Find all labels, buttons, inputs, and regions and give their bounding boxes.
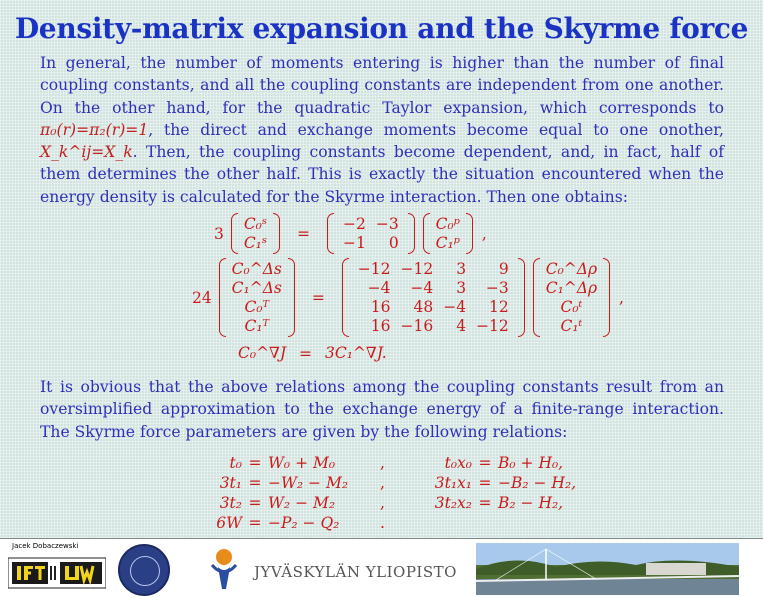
skyrme-cell: = bbox=[478, 494, 492, 512]
campus-photo bbox=[476, 543, 739, 595]
inline-math-pi: π₀(r)=π₂(r)=1 bbox=[40, 120, 149, 139]
matrix-entry: −12 bbox=[476, 317, 509, 335]
eq2-rhs-vector bbox=[533, 258, 610, 337]
vector-entry: C₀ᵗ bbox=[560, 298, 583, 316]
eq1-matrix bbox=[327, 213, 415, 254]
skyrme-cell: W₀ + M₀ bbox=[268, 454, 336, 472]
author-name: Jacek Dobaczewski bbox=[12, 542, 79, 550]
footer bbox=[0, 539, 763, 597]
matrix-entry: 12 bbox=[489, 298, 509, 316]
matrix-entry: −3 bbox=[485, 279, 509, 297]
slide-title: Density-matrix expansion and the Skyrme force bbox=[14, 12, 749, 45]
eq3-rhs: 3C₁^∇J. bbox=[324, 344, 387, 362]
vector-entry: C₀^Δs bbox=[231, 260, 282, 278]
eq1-comma: , bbox=[481, 224, 487, 243]
eq2-lhs-vector bbox=[219, 258, 295, 337]
matrix-entry: −4 bbox=[367, 279, 391, 297]
matrix-entry: −3 bbox=[375, 215, 399, 233]
matrix-entry: 0 bbox=[388, 234, 399, 252]
vector-entry: C₁ᵀ bbox=[244, 317, 270, 335]
equation-spin-orbit bbox=[238, 344, 387, 363]
matrix-entry: 16 bbox=[370, 298, 391, 316]
matrix-entry: −12 bbox=[400, 260, 434, 278]
skyrme-cell: 3t₂ bbox=[219, 494, 242, 512]
skyrme-cell: = bbox=[478, 454, 492, 472]
skyrme-cell: . bbox=[380, 514, 385, 532]
skyrme-cell: = bbox=[248, 474, 262, 492]
vector-entry: C₁ᵖ bbox=[435, 234, 460, 252]
torch-icon bbox=[204, 545, 244, 593]
skyrme-cell: = bbox=[248, 454, 262, 472]
skyrme-cell: 3t₂x₂ bbox=[434, 494, 472, 512]
vector-entry: C₀ᵀ bbox=[244, 298, 270, 316]
eq1-coefficient: 3 bbox=[214, 224, 224, 243]
inline-math-x: X_k^ij=X_k bbox=[40, 143, 133, 162]
eq2-matrix bbox=[342, 258, 525, 337]
eq2-comma: , bbox=[619, 288, 624, 307]
skyrme-cell: 6W bbox=[216, 514, 242, 532]
skyrme-cell: −B₂ − H₂, bbox=[498, 474, 577, 492]
matrix-entry: 16 bbox=[370, 317, 391, 335]
matrix-entry: 4 bbox=[456, 317, 467, 335]
matrix-entry: −4 bbox=[443, 298, 467, 316]
skyrme-cell: W₂ − M₂ bbox=[268, 494, 336, 512]
vector-entry: C₀ᵖ bbox=[435, 215, 460, 233]
vector-entry: C₁ᵗ bbox=[560, 317, 583, 335]
university-name: JYVÄSKYLÄN YLIOPISTO bbox=[254, 563, 457, 581]
equation-gradient bbox=[192, 258, 624, 337]
skyrme-cell bbox=[498, 514, 598, 534]
eq1-rhs-vector bbox=[423, 213, 473, 254]
equals-sign: = bbox=[311, 288, 325, 307]
matrix-entry: −12 bbox=[357, 260, 391, 278]
eq2-coefficient: 24 bbox=[192, 288, 212, 307]
skyrme-cell: , bbox=[380, 474, 385, 492]
skyrme-relation-row bbox=[198, 514, 598, 534]
matrix-entry: −16 bbox=[400, 317, 434, 335]
skyrme-cell: = bbox=[248, 494, 262, 512]
skyrme-cell: −P₂ − Q₂ bbox=[268, 514, 340, 532]
equation-spin bbox=[214, 213, 487, 254]
skyrme-cell: 3t₁x₁ bbox=[434, 474, 472, 492]
skyrme-cell bbox=[472, 514, 498, 534]
conclusion-paragraph: It is obvious that the above relations among the coupling constants result from an oversimplified approximation to the exchange energy of a finite-range interaction. The Skyrme force parameters are given by the following relations: bbox=[40, 378, 724, 441]
vector-entry: C₁^Δρ bbox=[545, 279, 598, 297]
skyrme-cell: 3t₁ bbox=[219, 474, 242, 492]
equals-sign: = bbox=[297, 224, 311, 243]
university-seal-icon bbox=[118, 544, 170, 596]
skyrme-cell: t₀ bbox=[229, 454, 242, 472]
skyrme-relation-row bbox=[198, 454, 598, 474]
intro-paragraph: In general, the number of moments entering is higher than the number of final coupling constants, and all the coupling constants are independent from one another. On the other hand, for the quadratic Taylor expansion, which corresponds to π₀(r)=π₂(r)=1, the direct and exchange moments become equal to one onother, X_k^ij=X_k. Then, the coupling constants become dependent, and, in fact, half of them determines the other half. This is exactly the situation encountered when the energy density is calculated for the Skyrme interaction. Then one obtains: bbox=[40, 54, 724, 206]
matrix-entry: 3 bbox=[456, 260, 467, 278]
skyrme-cell: B₂ − H₂, bbox=[498, 494, 564, 512]
eq1-lhs-vector bbox=[231, 213, 280, 254]
matrix-entry: −1 bbox=[342, 234, 366, 252]
skyrme-cell: B₀ + H₀, bbox=[498, 454, 564, 472]
skyrme-parameters bbox=[198, 454, 598, 534]
skyrme-cell: , bbox=[380, 494, 385, 512]
vector-entry: C₁ˢ bbox=[243, 234, 268, 252]
skyrme-cell bbox=[416, 514, 472, 534]
ift-uw-logo bbox=[8, 552, 106, 592]
vector-entry: C₁^Δs bbox=[231, 279, 282, 297]
skyrme-cell: −W₂ − M₂ bbox=[268, 474, 349, 492]
skyrme-cell: t₀x₀ bbox=[444, 454, 472, 472]
matrix-entry: 3 bbox=[456, 279, 467, 297]
matrix-entry: −4 bbox=[410, 279, 434, 297]
skyrme-cell: , bbox=[380, 454, 385, 472]
vector-entry: C₀ˢ bbox=[243, 215, 268, 233]
skyrme-relation-row bbox=[198, 494, 598, 514]
vector-entry: C₀^Δρ bbox=[545, 260, 598, 278]
matrix-entry: 48 bbox=[413, 298, 434, 316]
matrix-entry: −2 bbox=[342, 215, 366, 233]
skyrme-cell: = bbox=[248, 514, 262, 532]
skyrme-relation-row bbox=[198, 474, 598, 494]
equals-sign: = bbox=[299, 345, 313, 363]
matrix-entry: 9 bbox=[498, 260, 509, 278]
eq3-lhs: C₀^∇J bbox=[238, 344, 287, 362]
skyrme-cell: = bbox=[478, 474, 492, 492]
